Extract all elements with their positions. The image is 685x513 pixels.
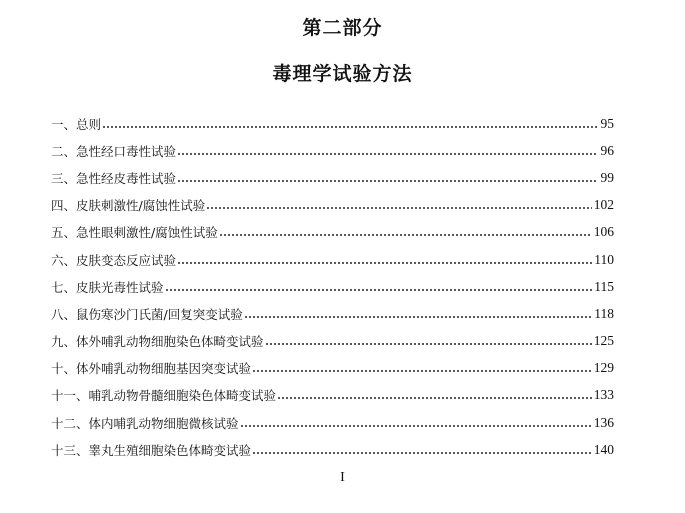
toc-entry-title: 鼠伤寒沙门氏菌/回复突变试验	[76, 306, 243, 322]
toc-entry-number: 十、	[51, 361, 77, 377]
table-of-contents	[51, 110, 614, 463]
toc-entry-title: 急性眼刺激性/腐蚀性试验	[76, 225, 218, 241]
toc-entry-micronucleus[interactable]	[51, 409, 614, 436]
dot-leader	[206, 207, 592, 209]
dot-leader	[277, 397, 592, 399]
toc-entry-title: 急性经口毒性试验	[76, 143, 177, 159]
dot-leader	[252, 370, 592, 372]
toc-entry-germ-cell-chromosome[interactable]	[51, 436, 614, 463]
toc-entry-title: 体外哺乳动物细胞染色体畸变试验	[76, 334, 264, 350]
dot-leader	[177, 262, 592, 264]
dot-leader	[240, 425, 592, 427]
toc-entry-phototoxicity[interactable]	[51, 273, 614, 300]
toc-entry-title: 皮肤变态反应试验	[76, 252, 177, 268]
toc-entry-eye-irritation[interactable]	[51, 219, 614, 246]
toc-entry-number: 二、	[51, 143, 77, 159]
toc-entry-general[interactable]	[51, 110, 614, 137]
toc-entry-ames-test[interactable]	[51, 300, 614, 327]
toc-entry-in-vitro-chromosome[interactable]	[51, 328, 614, 355]
toc-entry-title: 皮肤刺激性/腐蚀性试验	[76, 198, 206, 214]
toc-entry-title: 皮肤光毒性试验	[76, 279, 164, 295]
toc-entry-number: 三、	[51, 170, 77, 186]
toc-entry-number: 九、	[51, 334, 77, 350]
page-number: I	[340, 470, 345, 485]
toc-entry-page: 106	[593, 224, 614, 240]
toc-entry-title: 睾丸生殖细胞染色体畸变试验	[88, 442, 252, 458]
toc-entry-acute-dermal[interactable]	[51, 164, 614, 191]
toc-entry-page: 118	[594, 305, 614, 321]
toc-entry-title: 体内哺乳动物细胞微核试验	[88, 415, 239, 431]
dot-leader	[177, 153, 598, 155]
toc-entry-page: 129	[593, 360, 614, 376]
dot-leader	[219, 234, 592, 236]
toc-entry-skin-sensitization[interactable]	[51, 246, 614, 273]
dot-leader	[252, 452, 592, 454]
toc-entry-number: 十一、	[51, 388, 89, 404]
toc-entry-page: 133	[593, 387, 614, 403]
toc-entry-page: 96	[600, 142, 614, 158]
toc-entry-title: 体外哺乳动物细胞基因突变试验	[76, 361, 252, 377]
toc-entry-page: 110	[594, 251, 614, 267]
toc-entry-bone-marrow-chromosome[interactable]	[51, 382, 614, 409]
part-title: 第二部分	[302, 17, 383, 39]
toc-entry-number: 七、	[51, 279, 77, 295]
toc-entry-page: 140	[593, 441, 614, 457]
toc-entry-title: 总则	[76, 116, 102, 132]
toc-entry-page: 99	[600, 169, 614, 185]
dot-leader	[102, 126, 598, 128]
dot-leader	[265, 343, 592, 345]
toc-entry-page: 125	[593, 333, 614, 349]
toc-entry-page: 115	[594, 278, 614, 294]
dot-leader	[244, 316, 593, 318]
toc-entry-number: 十二、	[51, 415, 89, 431]
document-title: 毒理学试验方法	[272, 63, 413, 85]
toc-entry-in-vitro-gene-mutation[interactable]	[51, 355, 614, 382]
toc-entry-title: 急性经皮毒性试验	[76, 170, 177, 186]
toc-entry-page: 136	[593, 414, 614, 430]
toc-entry-number: 一、	[51, 116, 77, 132]
dot-leader	[165, 289, 593, 291]
toc-entry-number: 八、	[51, 306, 77, 322]
toc-entry-number: 六、	[51, 252, 77, 268]
toc-entry-title: 哺乳动物骨髓细胞染色体畸变试验	[88, 388, 277, 404]
toc-entry-number: 十三、	[51, 442, 89, 458]
toc-entry-skin-irritation[interactable]	[51, 192, 614, 219]
dot-leader	[177, 180, 598, 182]
toc-entry-number: 五、	[51, 225, 77, 241]
toc-entry-number: 四、	[51, 198, 77, 214]
toc-entry-page: 95	[600, 115, 614, 131]
toc-entry-acute-oral[interactable]	[51, 137, 614, 164]
toc-entry-page: 102	[593, 197, 614, 213]
